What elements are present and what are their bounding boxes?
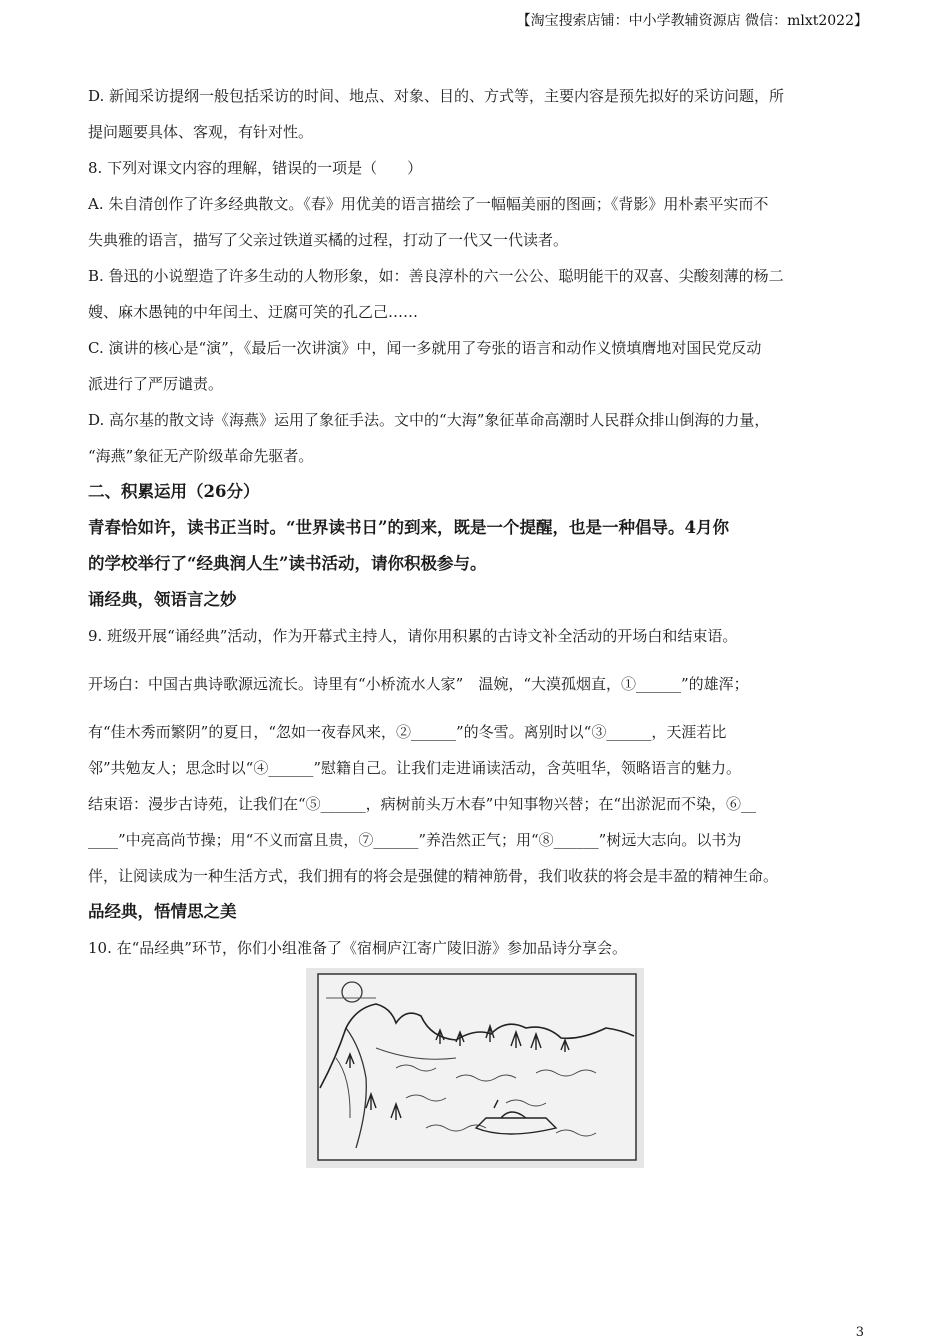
question-9: 9. 班级开展“诵经典”活动，作为开幕式主持人，请你用积累的古诗文补全活动的开场白和结束语。	[88, 627, 738, 645]
q8-option-c-line-1: C. 演讲的核心是“演”，《最后一次讲演》中，闻一多就用了夸张的语言和动作义愤填膺地对国民党反动	[88, 339, 762, 357]
closing-line-3: 伴，让阅读成为一种生活方式，我们拥有的将会是强健的精神筋骨，我们收获的将会是丰盈的精神生命。	[88, 867, 779, 885]
q8-option-d-line-1: D. 高尔基的散文诗《海燕》运用了象征手法。文中的“大海”象征革命高潮时人民群众排山倒海的力量，	[88, 411, 770, 429]
q8-option-a-line-2: 失典雅的语言，描写了父亲过铁道买橘的过程，打动了一代又一代读者。	[88, 231, 569, 249]
question-8: 8. 下列对课文内容的理解，错误的一项是（ ）	[88, 159, 423, 177]
section-2-title: 二、积累运用（26分）	[88, 482, 260, 501]
question-10: 10. 在“品经典”环节，你们小组准备了《宿桐庐江寄广陵旧游》参加品诗分享会。	[88, 939, 627, 957]
q8-option-b-line-1: B. 鲁迅的小说塑造了许多生动的人物形象，如：善良淳朴的六一公公、聪明能干的双喜、尖酸刻薄的杨二	[88, 267, 784, 285]
poem-illustration	[306, 968, 644, 1168]
closing-line-1: 结束语：漫步古诗苑，让我们在“⑤______，病树前头万木春”中知事物兴替；在“出淤泥而不染，⑥__	[88, 795, 757, 813]
q8-option-c-line-2: 派进行了严厉谴责。	[88, 375, 224, 393]
q8-option-a-line-1: A. 朱自清创作了许多经典散文。《春》用优美的语言描绘了一幅幅美丽的图画；《背影》用朴素平实而不	[88, 195, 769, 213]
option-d-line-2: 提问题要具体、客观，有针对性。	[88, 123, 314, 141]
subsection-1-title: 诵经典，领语言之妙	[88, 590, 237, 609]
opening-line-3: 邻”共勉友人；思念时以“④______”慰籍自己。让我们走进诵读活动，含英咀华，领略语言的魅力。	[88, 759, 742, 777]
subsection-2-title: 品经典，悟情思之美	[88, 902, 237, 921]
page-header: 【淘宝搜索店铺：中小学教辅资源店 微信：mlxt2022】	[516, 13, 868, 29]
q8-option-d-line-2: “海燕”象征无产阶级革命先驱者。	[88, 447, 314, 465]
intro-line-1: 青春恰如许，读书正当时。“世界读书日”的到来，既是一个提醒，也是一种倡导。4月你	[88, 518, 729, 537]
opening-line-2: 有“佳木秀而繁阴”的夏日，“忽如一夜春风来，②______”的冬雪。离别时以“③______，天涯若比	[88, 723, 727, 741]
closing-line-2: ____”中亮高尚节操；用“不义而富且贵，⑦______”养浩然正气；用“⑧______”树远大志向。以书为	[88, 831, 742, 849]
q8-option-b-line-2: 嫂、麻木愚钝的中年闰土、迂腐可笑的孔乙己……	[88, 303, 419, 321]
opening-line-1: 开场白：中国古典诗歌源远流长。诗里有“小桥流水人家” 温婉，“大漠孤烟直，①______”的雄浑；	[88, 675, 749, 693]
intro-line-2: 的学校举行了“经典润人生”读书活动，请你积极参与。	[88, 554, 487, 573]
option-d-line-1: D. 新闻采访提纲一般包括采访的时间、地点、对象、目的、方式等，主要内容是预先拟好的采访问题，所	[88, 87, 785, 105]
document-body	[88, 78, 864, 966]
page-number: 3	[855, 1325, 864, 1340]
